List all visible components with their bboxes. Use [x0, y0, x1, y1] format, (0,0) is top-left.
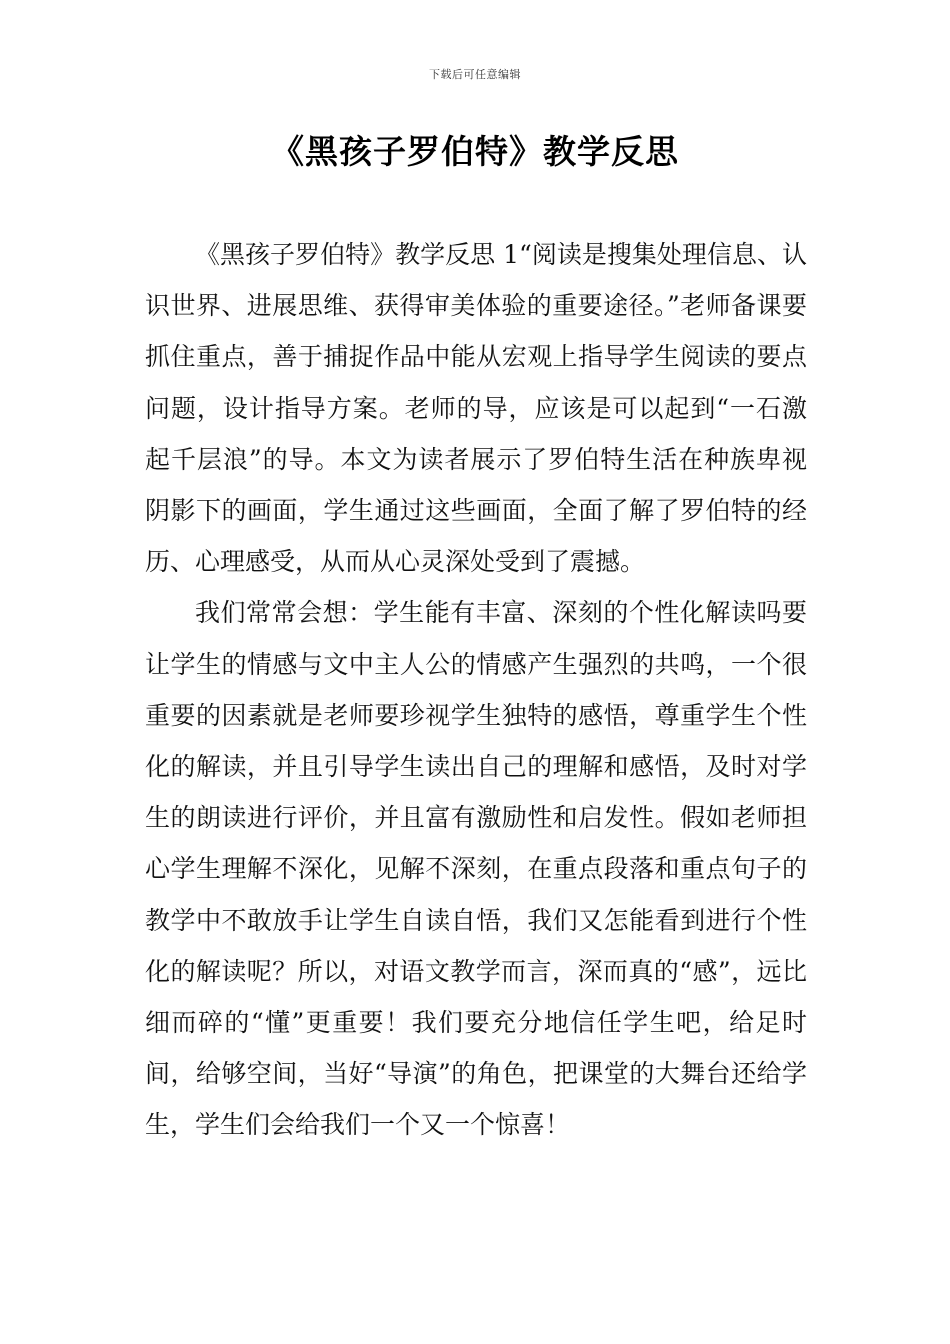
paragraph: 我们常常会想：学生能有丰富、深刻的个性化解读吗要让学生的情感与文中主人公的情感产生强烈的共鸣，一个很重要的因素就是老师要珍视学生独特的感悟，尊重学生个性化的解读，并且引导学生读出自己的理解和感悟，及时对学生的朗读进行评价，并且富有激励性和启发性。假如老师担心学生理解不深化，见解不深刻，在重点段落和重点句子的教学中不敢放手让学生自读自悟，我们又怎能看到进行个性化的解读呢？所以，对语文教学而言，深而真的“感”，远比细而碎的“懂”更重要！我们要充分地信任学生吧，给足时间，给够空间，当好“导演”的角色，把课堂的大舞台还给学生，学生们会给我们一个又一个惊喜！	[145, 598, 807, 1140]
document-body	[145, 229, 807, 1151]
header-note: 下载后可任意编辑	[429, 68, 521, 81]
paragraph: 《黑孩子罗伯特》教学反思 1“阅读是搜集处理信息、认识世界、进展思维、获得审美体验的重要途径。”老师备课要抓住重点，善于捕捉作品中能从宏观上指导学生阅读的要点问题，设计指导方案。老师的导，应该是可以起到“一石激起千层浪”的导。本文为读者展示了罗伯特生活在种族卑视阴影下的画面，学生通过这些画面，全面了解了罗伯特的经历、心理感受，从而从心灵深处受到了震撼。	[145, 240, 807, 577]
document-title: 《黑孩子罗伯特》教学反思	[271, 132, 679, 171]
